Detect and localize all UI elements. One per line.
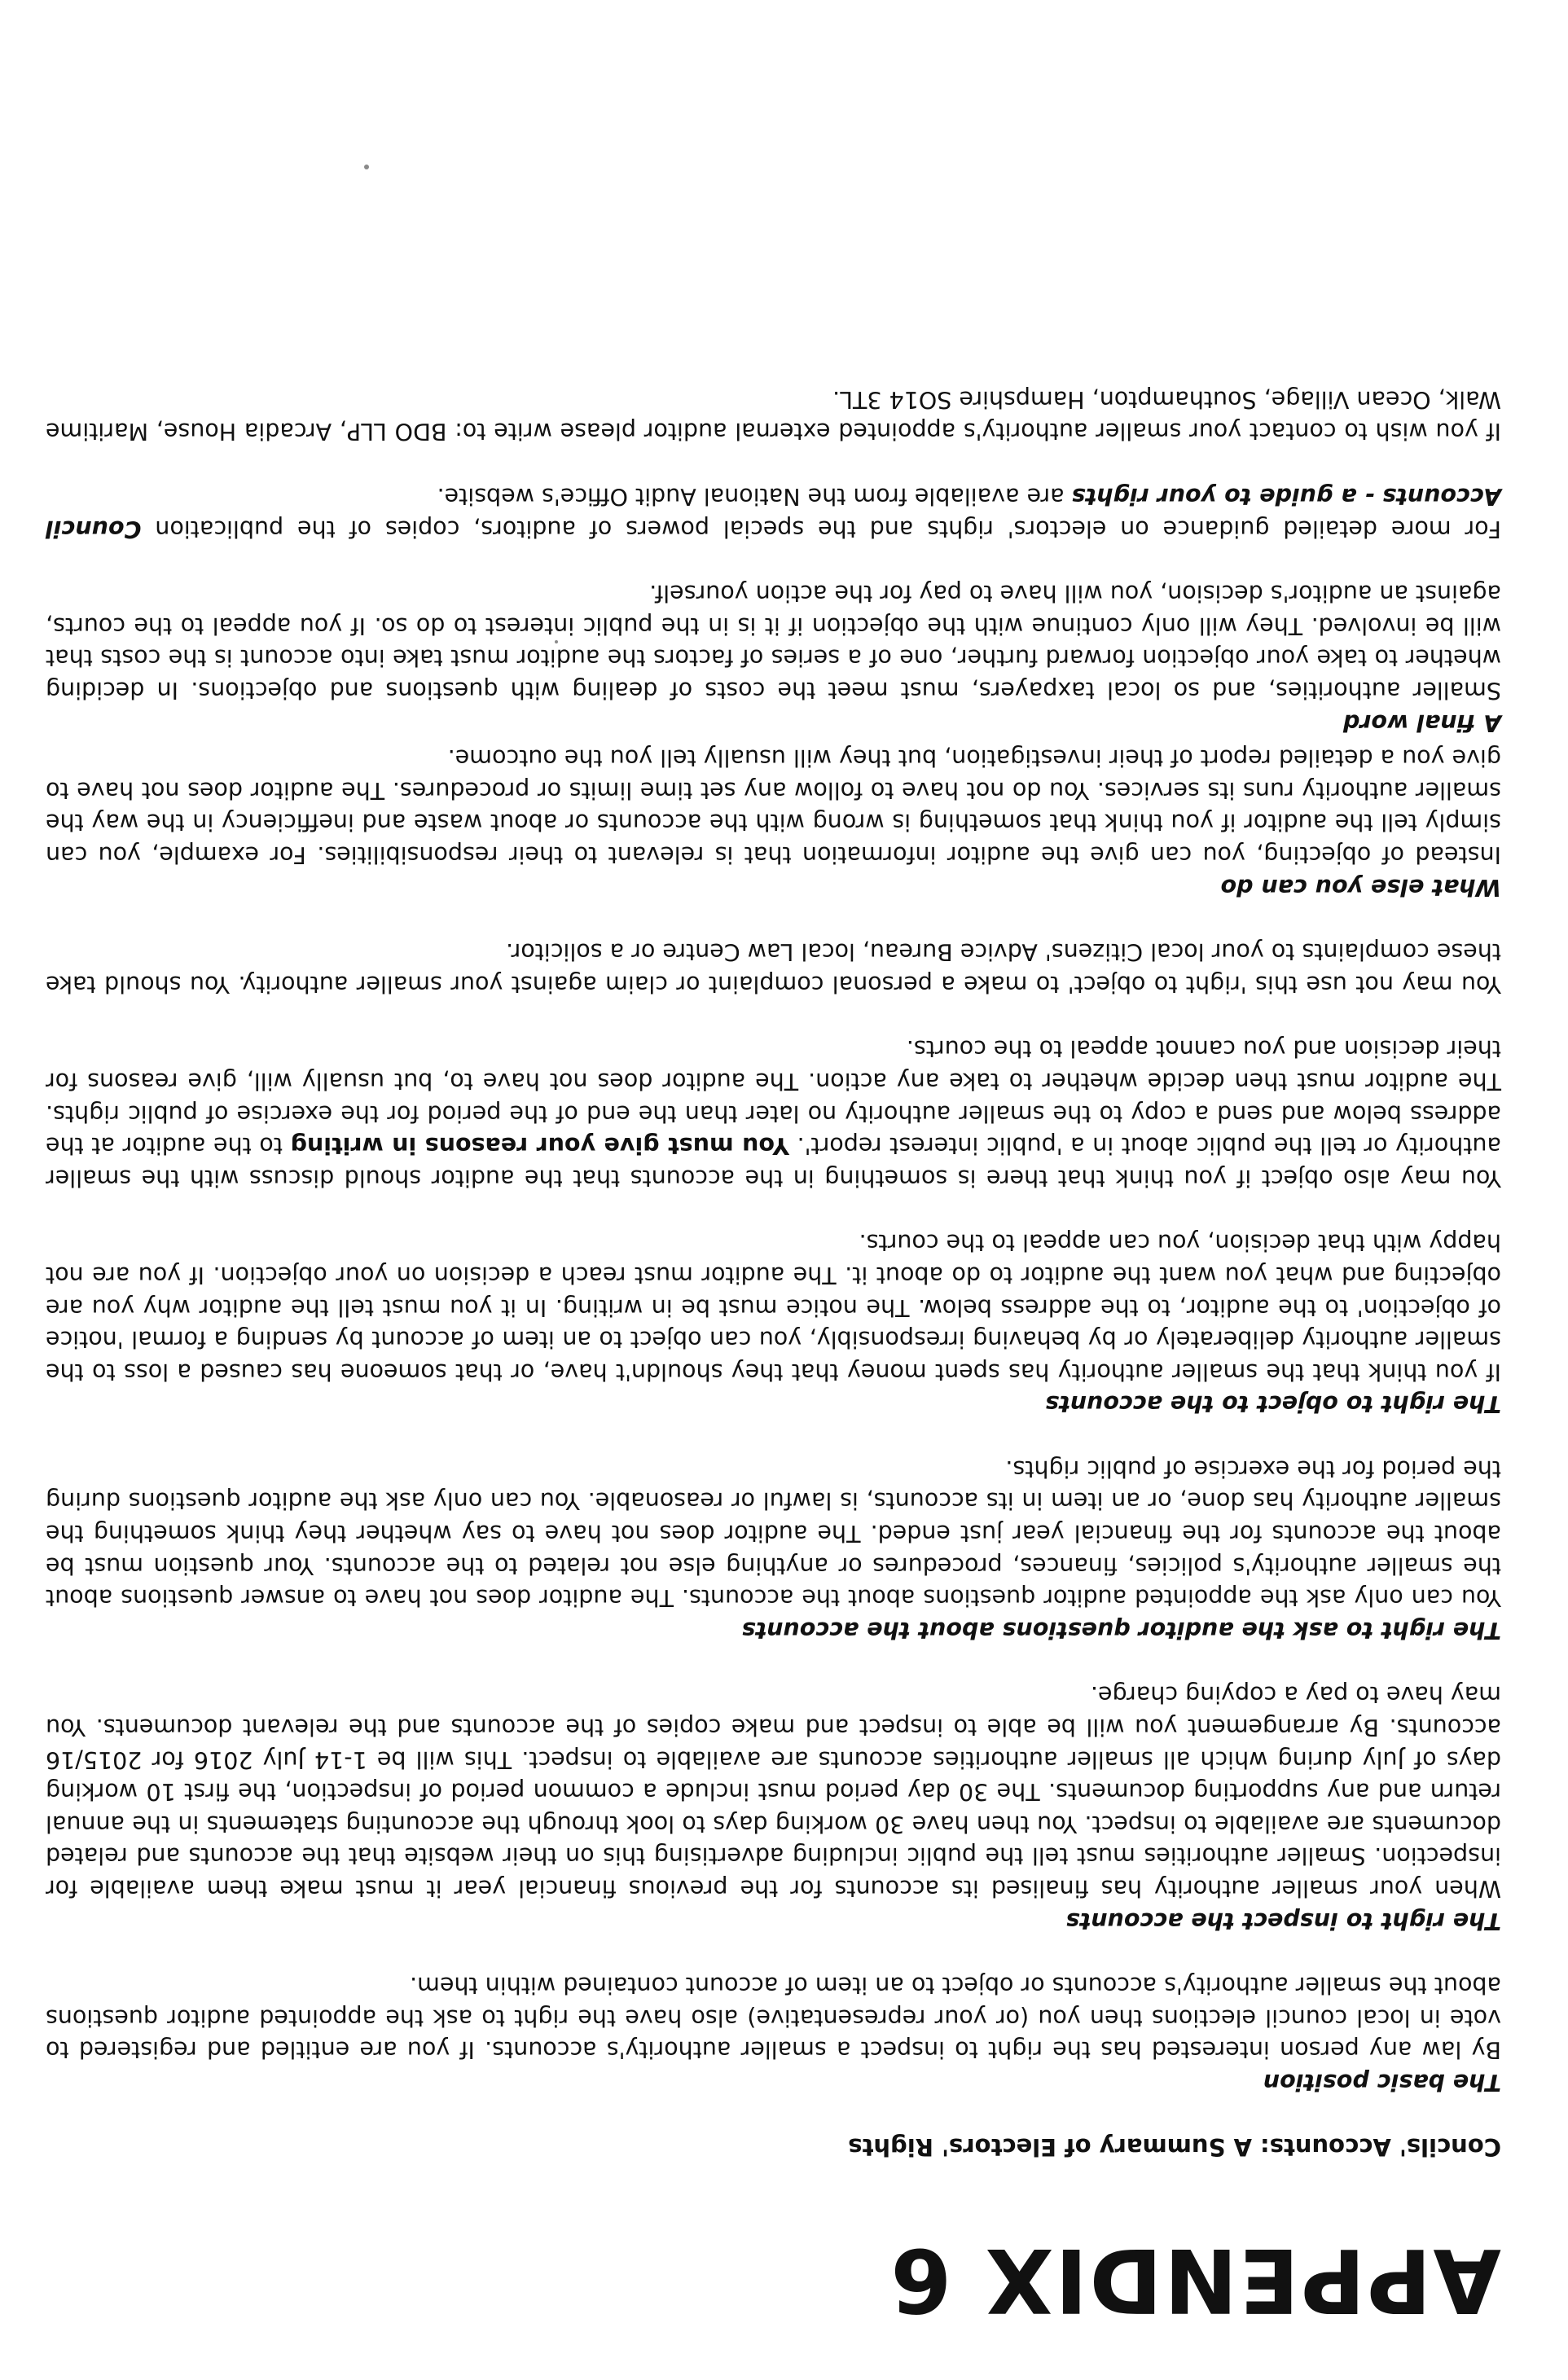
paragraph-object-complaints: You may not use this 'right to object' to make a personal complaint or claim against your smaller authority. You should take these complaints to your local Citizens' Advice Bureau, local Law Centre or a solicitor. — [46, 938, 1501, 998]
paragraph-guidance — [46, 480, 1501, 544]
heading-what-else: What else you can do — [1220, 873, 1501, 901]
scan-speck — [364, 165, 369, 169]
heading-final-word: A final word — [1343, 709, 1501, 736]
scan-speck — [555, 640, 558, 643]
paragraph-right-to-ask-questions: You can only ask the appointed auditor questions about the accounts. The auditor does not have to answer questions about the smaller authority's policies, finances, procedures or anything else not related to the accounts. Your question must be about the accounts for the financial year just ended. The auditor does not have to say whether they think something the smaller authority has done, or an item in its accounts, is lawful or reasonable. You can only ask the auditor questions during the period for the exercise of public rights. — [46, 1455, 1501, 1612]
heading-right-to-object: The right to object to the accounts — [1045, 1390, 1501, 1418]
object-public-interest-end: to the auditor at the address below and send a copy to the smaller authority no later than the end of the period for the exercise of public rights. The auditor must then decide whether to take any action. The auditor does not have to, but usually will, give reasons for their decision and you cannot appeal to the courts. — [45, 1035, 1501, 1160]
heading-basic-position: The basic position — [1263, 2069, 1501, 2096]
guidance-end: are available from the National Audit Office's website. — [437, 483, 1065, 511]
paragraph-object-public-interest — [46, 1033, 1501, 1194]
appendix-title: APPENDIX 6 — [889, 2229, 1501, 2330]
document-title: Concils' Accounts: A Summary of Electors' Rights — [848, 2133, 1501, 2161]
paragraph-what-else: Instead of objecting, you can give the auditor information that is relevant to their responsibilities. For example, you can simply tell the auditor if you think that something is wrong with the accounts or about waste and inefficiency in the way the smaller authority runs its services. You do not have to follow any set time limits or procedures. The auditor does not have to give you a detailed report of their investigation, but they will usually tell you the outcome. — [46, 744, 1501, 868]
paragraph-basic-position: By law any person interested has the right to inspect a smaller authority's accounts. If you are entitled and registered to vote in local council elections then you (or your representative) also have the right to ask the appointed auditor questions about the smaller authority's accounts or object to an item of account contained within them. — [46, 1972, 1501, 2064]
paragraph-final-word: Smaller authorities, and so local taxpayers, must meet the costs of dealing with questions and objections. In deciding whether to take your objection forward further, one of a series of factors the auditor must take into account is the costs that will be involved. They will only continue with the objection if it is in the public interest to do so. If you appeal to the courts, against an auditor's decision, you will have to pay for the action yourself. — [46, 580, 1501, 705]
guidance-start: For more detailed guidance on electors' rights and the special powers of auditors, copies of the publication — [155, 515, 1501, 542]
object-reasons-in-writing: You must give your reasons in writing — [290, 1132, 789, 1160]
guidance-publication-title: Council Accounts - a guide to your rights — [45, 483, 1501, 542]
paragraph-auditor-contact: If you wish to contact your smaller authority's appointed external auditor please write to: BDO LLP, Arcadia House, Maritime Walk, Ocean Village, Southampton, Hampshire SO14 3TL. — [46, 385, 1501, 446]
paragraph-right-to-inspect: When your smaller authority has finalised its accounts for the previous financial year it must make them available for inspection. Smaller authorities must tell the public including advertising this on their website that the accounts and related documents are available to inspect. You then have 30 working days to look through the accounting statements in the annual return and any supporting documents. The 30 day period must include a common period of inspection, the first 10 working days of July during which all smaller authorities accounts are available to inspect. This will be 1-14 July 2016 for 2015/16 accounts. By arrangement you will be able to inspect and make copies of the accounts and the relevant documents. You may have to pay a copying charge. — [46, 1681, 1501, 1903]
paragraph-object-notice: If you think that the smaller authority has spent money that they shouldn't have, or that someone has caused a loss to the smaller authority deliberately or by behaving irresponsibly, you can object to an item of account by sending a formal 'notice of objection' to the auditor, to the address below. The notice must be in writing. In it you must tell the auditor why you are objecting and what you want the auditor to do about it. The auditor must reach a decision on your objection. If you are not happy with that decision, you can appeal to the courts. — [46, 1229, 1501, 1385]
object-public-interest-start: You may also object if you think that there is something in the accounts that the auditor should discuss with the smaller authority or tell the public about in a 'public interest report'. — [46, 1132, 1501, 1192]
heading-right-to-inspect: The right to inspect the accounts — [1065, 1907, 1501, 1934]
heading-right-to-ask-questions: The right to ask the auditor questions about the accounts — [741, 1616, 1501, 1644]
